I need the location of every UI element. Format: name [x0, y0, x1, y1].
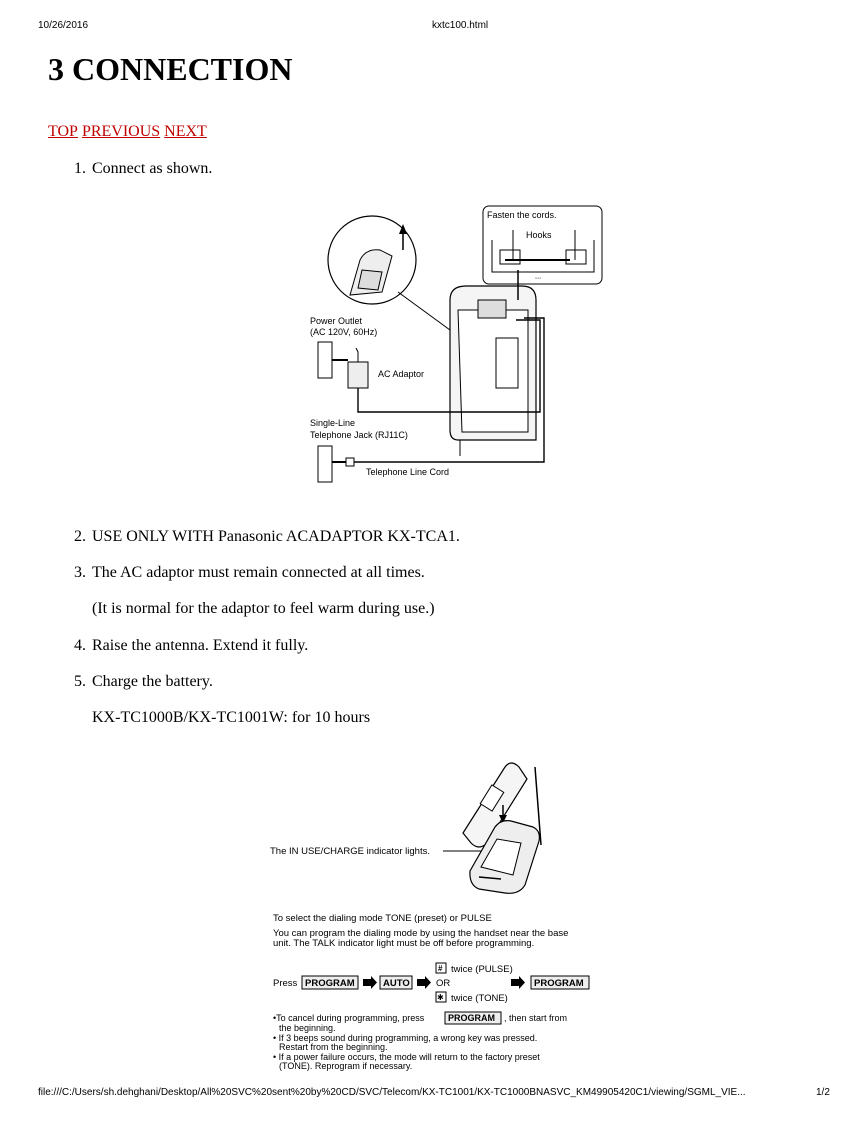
star-key: ✱	[437, 993, 444, 1002]
label-twice-pulse: twice (PULSE)	[451, 964, 513, 975]
print-footer-path: file:///C:/Users/sh.dehghani/Desktop/All%20SVC%20sent%20by%20CD/SVC/Telecom/KX-TC1001/KX-TC1000BNASVC_KM49905420C1/viewing/SGML_VIE...	[38, 1087, 746, 1098]
label-hooks: Hooks	[526, 230, 552, 240]
note-cancel-a: •To cancel during programming, press	[273, 1013, 425, 1023]
note-power-b: (TONE). Reprogram if necessary.	[279, 1061, 413, 1071]
nav-top-link[interactable]: TOP	[48, 123, 78, 140]
label-jack-1: Single-Line	[310, 418, 356, 428]
auto-key: AUTO	[383, 978, 410, 989]
step-number: 1.	[74, 160, 86, 177]
step-number: 3.	[74, 564, 86, 581]
print-page-number: 1/2	[816, 1087, 830, 1098]
step-4	[74, 636, 308, 656]
step-text: Raise the antenna. Extend it fully.	[92, 637, 309, 654]
step-number: 2.	[74, 528, 86, 545]
svg-text:◦◦◦: ◦◦◦	[535, 276, 542, 282]
label-jack-2: Telephone Jack (RJ11C)	[310, 430, 408, 440]
dial-mode-desc-2: unit. The TALK indicator light must be off before programming.	[273, 938, 535, 949]
note-beeps-b: Restart from the beginning.	[279, 1042, 388, 1052]
label-line-cord: Telephone Line Cord	[366, 467, 450, 477]
step-5	[74, 672, 213, 692]
nav-next-link[interactable]: NEXT	[164, 123, 207, 140]
program-key: PROGRAM	[305, 978, 355, 989]
step-2	[74, 527, 460, 547]
dial-mode-title: To select the dialing mode TONE (preset) or PULSE	[273, 913, 492, 924]
nav-previous-link[interactable]: PREVIOUS	[81, 123, 161, 140]
label-indicator-lights: The IN USE/CHARGE indicator lights.	[270, 846, 430, 857]
page-title: 3 CONNECTION	[48, 51, 293, 87]
label-power-outlet-2: (AC 120V, 60Hz)	[310, 327, 378, 337]
program-key-2: PROGRAM	[534, 978, 584, 989]
print-filename: kxtc100.html	[432, 20, 489, 31]
note-beeps-a: • If 3 beeps sound during programming, a wrong key was pressed.	[273, 1033, 538, 1043]
nav-links	[48, 123, 211, 141]
step-text: USE ONLY WITH Panasonic ACADAPTOR KX-TCA1.	[92, 528, 460, 545]
step-5-note: KX-TC1000B/KX-TC1001W: for 10 hours	[92, 709, 371, 726]
label-ac-adaptor: AC Adaptor	[378, 369, 425, 379]
charging-diagram	[265, 755, 605, 1075]
note-cancel-c: the beginning.	[279, 1023, 336, 1033]
dial-mode-desc-1: You can program the dialing mode by using the handset near the base	[273, 928, 569, 939]
hash-key: #	[438, 964, 443, 973]
step-number: 4.	[74, 637, 86, 654]
step-3	[74, 563, 425, 583]
step-text: Charge the battery.	[92, 673, 213, 690]
label-twice-tone: twice (TONE)	[451, 993, 508, 1004]
step-text: Connect as shown.	[92, 160, 213, 177]
step-3-note: (It is normal for the adaptor to feel warm during use.)	[92, 600, 435, 617]
program-key-note: PROGRAM	[448, 1013, 495, 1023]
label-power-outlet-1: Power Outlet	[310, 316, 363, 326]
step-1	[74, 159, 212, 179]
step-text: The AC adaptor must remain connected at all times.	[92, 564, 425, 581]
label-fasten-cords: Fasten the cords.	[487, 210, 557, 220]
connection-diagram	[300, 200, 610, 492]
step-number: 5.	[74, 673, 86, 690]
label-press: Press	[273, 978, 298, 989]
label-or: OR	[436, 978, 451, 989]
note-cancel-b: , then start from	[504, 1013, 568, 1023]
note-power-a: • If a power failure occurs, the mode will return to the factory preset	[273, 1052, 540, 1062]
print-date: 10/26/2016	[38, 20, 89, 31]
